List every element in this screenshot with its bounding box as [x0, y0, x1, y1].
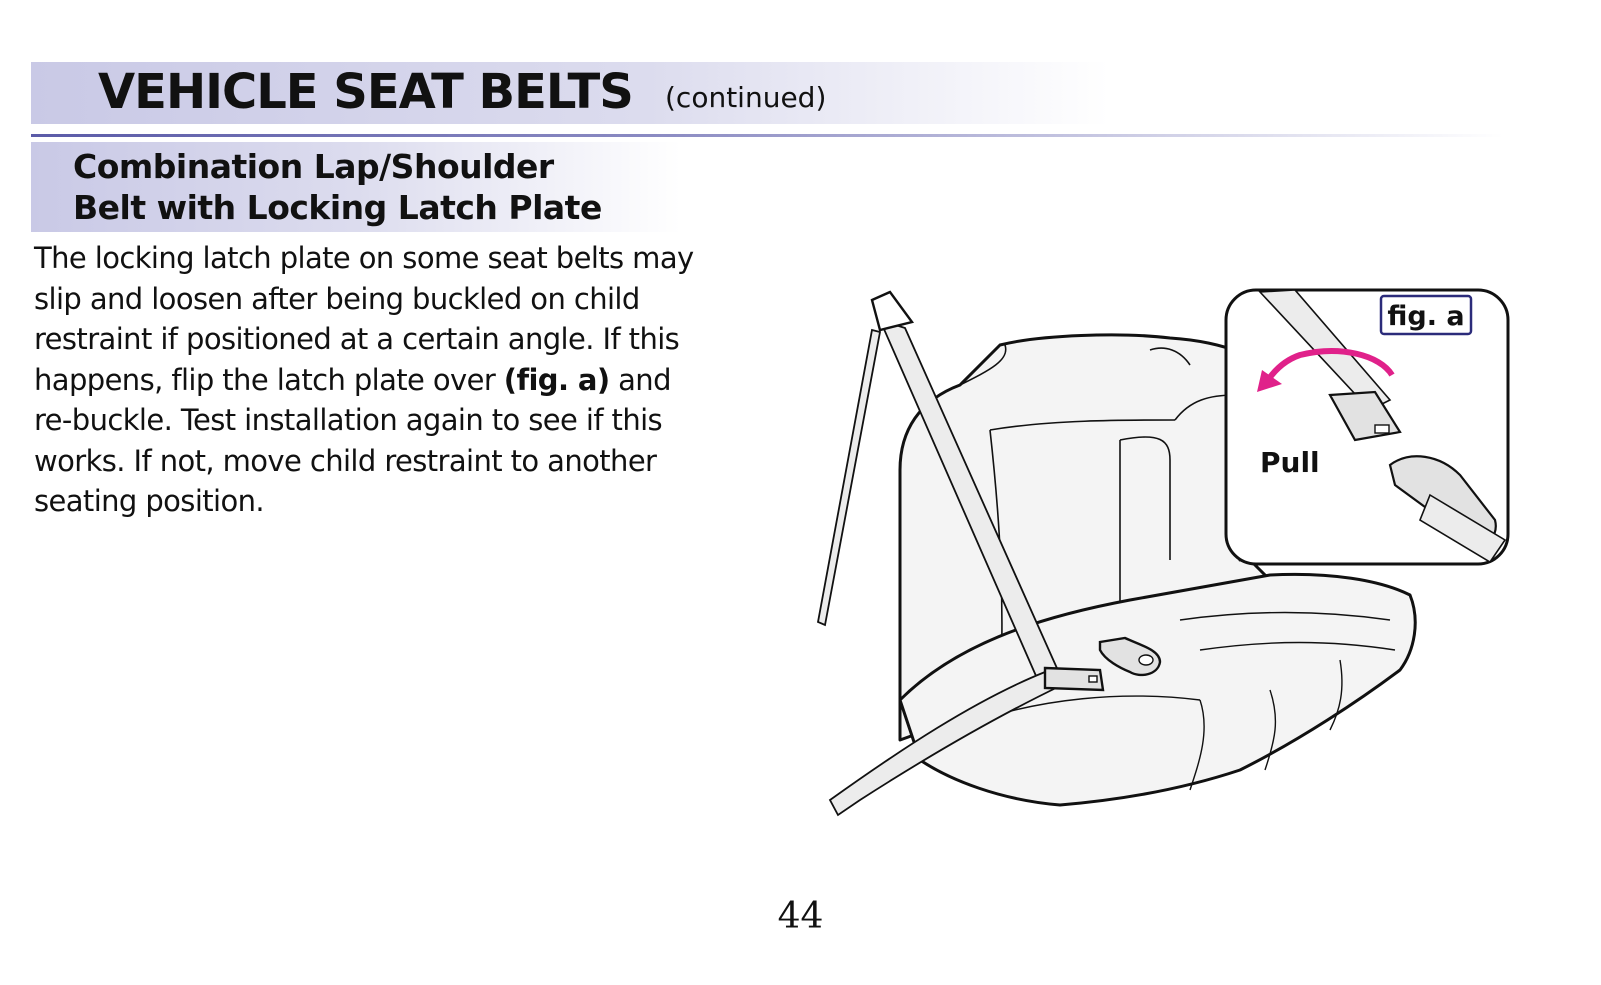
body-line: The locking latch plate on some seat belts may: [34, 241, 694, 275]
section-heading-line1: Combination Lap/Shoulder: [73, 147, 554, 186]
seat-belt-illustration: [800, 270, 1530, 830]
page-number: 44: [777, 896, 824, 937]
section-heading-line2: Belt with Locking Latch Plate: [73, 188, 602, 227]
body-line: slip and loosen after being buckled on child: [34, 281, 640, 316]
figure-reference: (fig. a): [503, 362, 610, 397]
body-line: re-buckle. Test installation again to see if this: [34, 403, 663, 437]
body-paragraph: [34, 238, 769, 522]
fig-label: fig. a: [1387, 301, 1465, 332]
latch-plate: [1045, 668, 1103, 690]
title-rule: [31, 134, 1581, 137]
section-heading: [73, 146, 602, 228]
page-title-suffix: (continued): [665, 81, 827, 114]
body-line: works. If not, move child restraint to another: [34, 443, 657, 478]
body-line: [34, 360, 769, 401]
body-line: seating position.: [34, 484, 265, 518]
body-line-text: happens, flip the latch plate over: [34, 362, 504, 397]
page-title: VEHICLE SEAT BELTS: [98, 64, 633, 120]
pull-label: Pull: [1260, 446, 1320, 479]
body-line-text: and: [609, 362, 671, 397]
body-line: restraint if positioned at a certain angle. If this: [34, 322, 680, 356]
